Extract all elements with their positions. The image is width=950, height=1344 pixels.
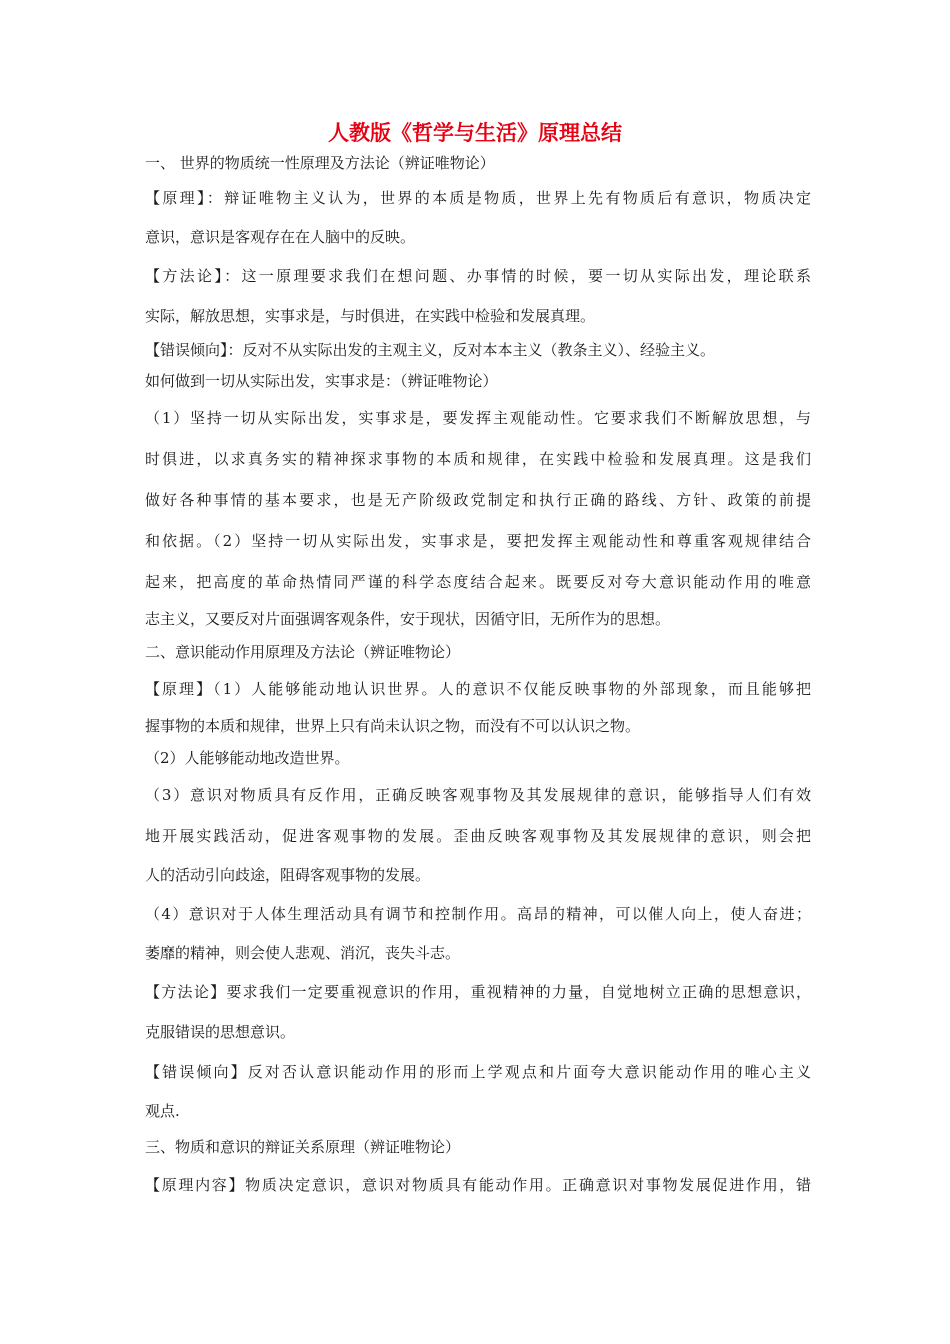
text-line: 如何做到一切从实际出发，实事求是：（辨证唯物论） (145, 372, 498, 390)
text-line: （3）意识对物质具有反作用，正确反映客观事物及其发展规律的意识，能够指导人们有效 (145, 786, 811, 804)
text-line: 观点. (145, 1102, 180, 1120)
text-line: 地开展实践活动，促进客观事物的发展。歪曲反映客观事物及其发展规律的意识，则会把 (145, 827, 811, 845)
text-line: 一、 世界的物质统一性原理及方法论（辨证唯物论） (145, 154, 495, 172)
text-line: 人的活动引向歧途，阻碍客观事物的发展。 (145, 866, 431, 884)
text-line: 和依据。（2）坚持一切从实际出发，实事求是，要把发挥主观能动性和尊重客观规律结合 (145, 532, 811, 550)
text-line: （1）坚持一切从实际出发，实事求是，要发挥主观能动性。它要求我们不断解放思想，与 (145, 409, 811, 427)
text-line: 【错误倾向】反对否认意识能动作用的形而上学观点和片面夸大意识能动作用的唯心主义 (145, 1063, 811, 1081)
text-line: （2）人能够能动地改造世界。 (145, 749, 350, 767)
text-line: 【错误倾向】：反对不从实际出发的主观主义，反对本本主义（教条主义）、经验主义。 (145, 341, 716, 359)
text-line: 【原理】（1）人能够能动地认识世界。人的意识不仅能反映事物的外部现象，而且能够把 (145, 680, 811, 698)
text-line: 克服错误的思想意识。 (145, 1023, 296, 1041)
text-line: 志主义，又要反对片面强调客观条件，安于现状，因循守旧，无所作为的思想。 (145, 610, 671, 628)
text-line: 做好各种事情的基本要求，也是无产阶级政党制定和执行正确的路线、方针、政策的前提 (145, 491, 811, 509)
text-line: 【方法论】：这一原理要求我们在想问题、办事情的时候，要一切从实际出发，理论联系 (145, 267, 811, 285)
text-line: 时俱进，以求真务实的精神探求事物的本质和规律，在实践中检验和发展真理。这是我们 (145, 450, 811, 468)
text-line: 起来，把高度的革命热情同严谨的科学态度结合起来。既要反对夸大意识能动作用的唯意 (145, 573, 811, 591)
document-body (145, 148, 811, 1206)
text-line: 意识，意识是客观存在在人脑中的反映。 (145, 228, 416, 246)
text-line: 【原理内容】物质决定意识，意识对物质具有能动作用。正确意识对事物发展促进作用，错 (145, 1176, 811, 1194)
text-line: 萎靡的精神，则会使人悲观、消沉，丧失斗志。 (145, 944, 461, 962)
text-line: 【方法论】要求我们一定要重视意识的作用，重视精神的力量，自觉地树立正确的思想意识， (145, 983, 811, 1001)
document-title: 人教版《哲学与生活》原理总结 (328, 121, 622, 145)
text-line: 实际，解放思想，实事求是，与时俱进，在实践中检验和发展真理。 (145, 307, 596, 325)
text-line: （4）意识对于人体生理活动具有调节和控制作用。高昂的精神，可以催人向上，使人奋进； (145, 905, 811, 923)
text-line: 三、物质和意识的辩证关系原理（辨证唯物论） (145, 1138, 461, 1156)
text-line: 二、意识能动作用原理及方法论（辨证唯物论） (145, 643, 461, 661)
text-line: 【原理】：辩证唯物主义认为，世界的本质是物质，世界上先有物质后有意识，物质决定 (145, 189, 811, 207)
text-line: 握事物的本质和规律，世界上只有尚未认识之物，而没有不可以认识之物。 (145, 717, 641, 735)
